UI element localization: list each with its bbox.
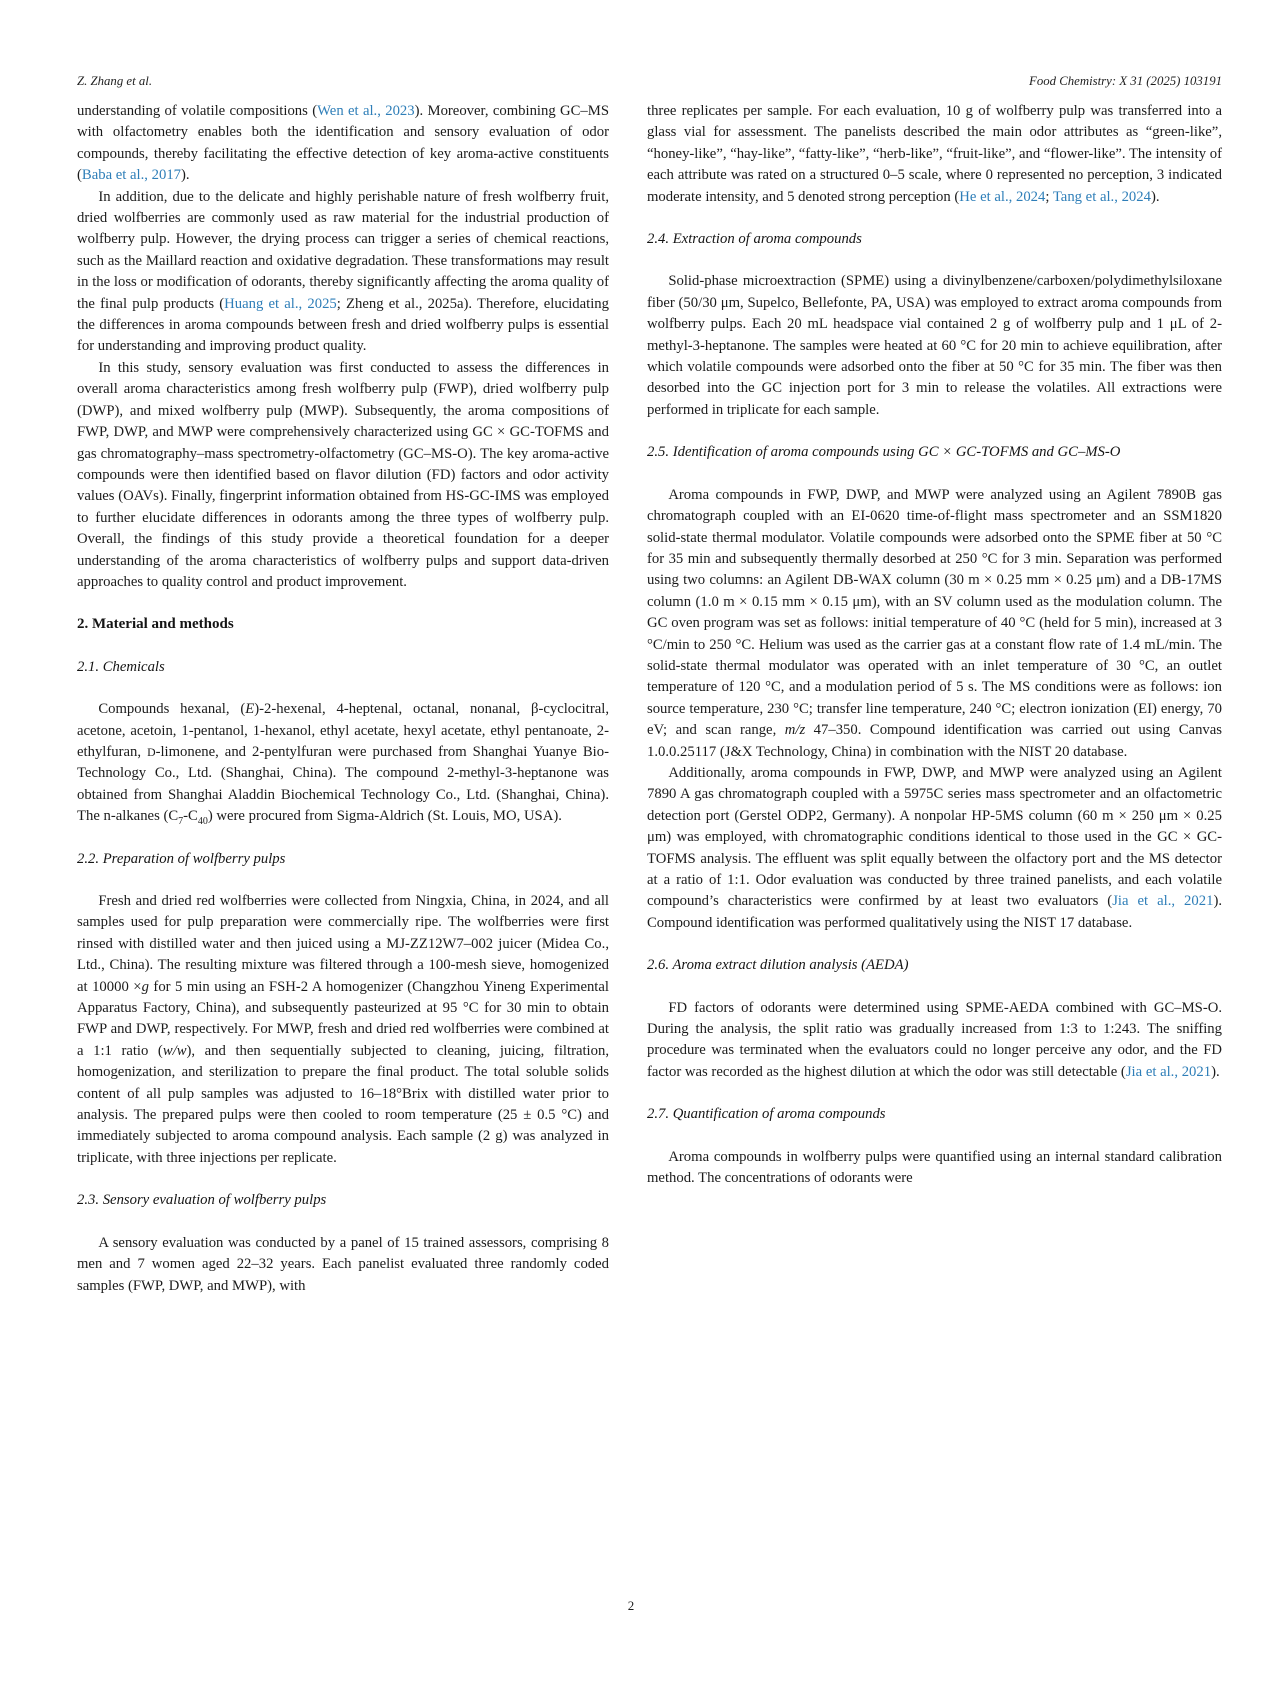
paragraph xyxy=(77,1233,609,1297)
two-column-body xyxy=(77,101,1222,1297)
subsection-heading: 2.3. Sensory evaluation of wolfberry pulps xyxy=(77,1192,327,1209)
paragraph xyxy=(647,998,1222,1084)
section-heading: 2. Material and methods xyxy=(77,616,234,633)
italic-text: g xyxy=(141,978,149,995)
paragraph xyxy=(647,763,1222,934)
text-run: Aroma compounds in FWP, DWP, and MWP were analyzed using an Agilent 7890B gas chromatograph coupled with an EI-0620 time-of-flight mass spectrometer and an SSM1820 solid-state thermal modulator. Volatile compounds were adsorbed onto the SPME fiber at 50 °C for 35 min and subsequently thermally desorbed at 250 °C for 3 min. Separation was performed using two columns: an Agilent DB-WAX column (30 m × 0.25 mm × 0.25 μm) and a DB-17MS column (1.0 m × 0.15 mm × 0.15 μm), with an SV column used as the modulation column. The GC oven program was set as follows: initial temperature of 40 °C (held for 5 min), increased at 3 °C/min to 250 °C. Helium was used as the carrier gas at a constant flow rate of 1.4 mL/min. The solid-state thermal modulator was operated with an inlet temperature of 30 °C, an outlet temperature of 120 °C, and a modulation period of 5 s. The MS conditions were as follows: ion source temperature, 230 °C; transfer line temperature, 240 °C; electron ionization (EI) energy, 70 eV; and scan range, xyxy=(647,486,1222,739)
paragraph xyxy=(77,699,609,827)
citation-link[interactable]: He et al., 2024 xyxy=(959,188,1046,205)
text-run: three replicates per sample. For each evaluation, 10 g of wolfberry pulp was transferred into a glass vial for assessment. The panelists described the main odor attributes as “green-like”, “honey-like”, “hay-like”, “fatty-like”, “herb-like”, “fruit-like”, and “flower-like”. The intensity of each attribute was rated on a structured 0–5 scale, where 0 represented no perception, 3 indicated moderate intensity, and 5 denoted strong perception ( xyxy=(647,103,1222,205)
citation-link[interactable]: Jia et al., 2021 xyxy=(1125,1063,1212,1080)
text-run: Aroma compounds in wolfberry pulps were quantified using an internal standard calibration method. The concentrations of odorants were xyxy=(647,1148,1222,1187)
paragraph xyxy=(77,358,609,593)
text-run: FD factors of odorants were determined using SPME-AEDA combined with GC–MS-O. During the analysis, the split ratio was gradually increased from 1:3 to 1:243. The sniffing procedure was terminated when the evaluators could no longer perceive any odor, and the FD factor was recorded as the highest dilution at which the odor was still detectable ( xyxy=(647,999,1222,1080)
text-run: A sensory evaluation was conducted by a panel of 15 trained assessors, comprising 8 men and 7 women aged 22–32 years. Each panelist evaluated three randomly coded samples (FWP, DWP, and MWP), with xyxy=(77,1234,609,1294)
subscript-text: 7 xyxy=(178,816,184,828)
text-run: understanding of volatile compositions ( xyxy=(77,103,318,119)
column-left xyxy=(77,101,609,1297)
citation-link[interactable]: Baba et al., 2017 xyxy=(81,167,182,184)
page-number: 2 xyxy=(627,1598,635,1613)
text-run: ). xyxy=(181,167,190,184)
citation-link[interactable]: Wen et al., 2023 xyxy=(317,103,415,119)
text-run: In addition, due to the delicate and highly perishable nature of fresh wolfberry fruit, dried wolfberries are commonly used as raw material for the industrial production of wolfberry pulp. However, the drying process can trigger a series of chemical reactions, such as the Maillard reaction and oxidative degradation. These transformations may result in the loss or modification of odorants, thereby significantly affecting the aroma quality of the final pulp products ( xyxy=(77,188,609,312)
text-run: ). xyxy=(1150,188,1160,205)
smallcap-text: D xyxy=(147,745,156,759)
text-run: -C xyxy=(183,808,198,825)
citation-link[interactable]: Tang et al., 2024 xyxy=(1052,188,1151,205)
italic-text: w/w xyxy=(162,1042,187,1059)
italic-text: m/z xyxy=(784,722,806,739)
paragraph xyxy=(77,187,609,358)
text-run: Additionally, aroma compounds in FWP, DWP, and MWP were analyzed using an Agilent 7890 A gas chromatograph coupled with a 5975C series mass spectrometer and an olfactometric detection port (Gerstel ODP2, Germany). A nonpolar HP-5MS column (60 m × 250 μm × 0.25 μm) was employed, with chromatographic conditions identical to those used in the GC × GC-TOFMS analysis. The effluent was split equally between the olfactory port and the MS detector at a ratio of 1:1. Odor evaluation was conducted by three trained panelists, and each volatile compound’s characteristics were confirmed by at least two evaluators ( xyxy=(647,764,1222,910)
italic-text: E xyxy=(245,701,255,718)
running-head xyxy=(77,74,1222,89)
subsection-heading: 2.2. Preparation of wolfberry pulps xyxy=(77,850,286,867)
text-run: Solid-phase microextraction (SPME) using a divinylbenzene/carboxen/polydimethylsiloxane fiber (50/30 μm, Supelco, Bellefonte, PA, USA) was employed to extract aroma compounds from wolfberry pulps. Each 20 mL headspace vial contained 2 g of wolfberry pulp and 1 μL of 2-methyl-3-heptanone. The samples were heated at 60 °C for 20 min to achieve equilibration, after which volatile compounds were adsorbed onto the fiber at 50 °C for 35 min. The fiber was then desorbed into the GC injection port for 3 min to release the volatiles. All extractions were performed in triplicate for each sample. xyxy=(647,273,1222,418)
paragraph xyxy=(77,101,609,187)
subsection-heading: 2.1. Chemicals xyxy=(77,658,165,675)
subsection-heading: 2.4. Extraction of aroma compounds xyxy=(647,231,862,248)
text-run: ), and then sequentially subjected to cleaning, juicing, filtration, homogenization, and sterilization to prepare the final product. The total soluble solids content of all pulp samples was adjusted to 16–18°Brix with distilled water prior to analysis. The prepared pulps were then cooled to room temperature (25 ± 0.5 °C) and immediately subjected to aroma compound analysis. Each sample (2 g) was analyzed in triplicate, with three injections per replicate. xyxy=(77,1042,609,1166)
subsection-heading: 2.6. Aroma extract dilution analysis (AEDA) xyxy=(647,957,909,974)
text-run: )-2-hexenal, 4-heptenal, octanal, nonanal, β-cyclocitral, acetone, acetoin, 1-pentanol, 1-hexanol, ethyl acetate, hexyl acetate, ethyl pentanoate, 2-ethylfuran, xyxy=(77,701,609,760)
text-run: ). xyxy=(1211,1063,1220,1080)
citation-link[interactable]: Huang et al., 2025 xyxy=(224,295,337,312)
text-run: for 5 min using an FSH-2 A homogenizer (Changzhou Yineng Experimental Apparatus Factory, China), and subsequently pasteurized at 95 °C for 30 min to obtain FWP and DWP, respectively. For MWP, fresh and dried red wolfberries were combined at a 1:1 ratio ( xyxy=(77,978,609,1059)
text-run: ). Compound identification was performed qualitatively using the NIST 17 database. xyxy=(647,893,1223,931)
subscript-text: 40 xyxy=(197,816,208,828)
text-run: Compounds hexanal, ( xyxy=(98,701,246,718)
text-run: 47–350. Compound identification was carried out using Canvas 1.0.0.25117 (J&X Technology, China) in combination with the NIST 20 database. xyxy=(647,722,1222,760)
subsection-heading: 2.7. Quantification of aroma compounds xyxy=(647,1106,886,1123)
text-run: Fresh and dried red wolfberries were collected from Ningxia, China, in 2024, and all samples used for pulp preparation were commercially ripe. The wolfberries were first rinsed with distilled water and then juiced using a MJ-ZZ12W7–002 juicer (Midea Co., Ltd., China). The resulting mixture was filtered through a 100-mesh sieve, homogenized at 10000 × xyxy=(77,893,609,995)
paragraph xyxy=(647,485,1222,763)
column-right xyxy=(647,101,1222,1297)
text-run: -limonene, and 2-pentylfuran were purchased from Shanghai Yuanye Bio-Technology Co., Ltd. (Shanghai, China). The compound 2-methyl-3-heptanone was obtained from Shanghai Aladdin Biochemical Technology Co., Ltd. (Shanghai, China). The n-alkanes (C xyxy=(77,743,610,825)
paragraph xyxy=(77,891,609,1169)
running-head-journal: Food Chemistry: X 31 (2025) 103191 xyxy=(1029,74,1222,88)
subsection-heading: 2.5. Identification of aroma compounds using GC × GC-TOFMS and GC–MS-O xyxy=(647,444,1121,461)
running-head-authors: Z. Zhang et al. xyxy=(77,74,153,88)
paragraph xyxy=(647,1147,1222,1190)
citation-link[interactable]: Jia et al., 2021 xyxy=(1112,893,1214,910)
paragraph xyxy=(647,101,1222,208)
text-run: In this study, sensory evaluation was first conducted to assess the differences in overall aroma characteristics among fresh wolfberry pulp (FWP), dried wolfberry pulp (DWP), and mixed wolfberry pulp (MWP). Subsequently, the aroma compositions of FWP, DWP, and MWP were comprehensively characterized using GC × GC-TOFMS and gas chromatography–mass spectrometry-olfactometry (GC–MS-O). The key aroma-active compounds were then identified based on flavor dilution (FD) factors and odor activity values (OAVs). Finally, fingerprint information obtained from HS-GC-IMS was employed to further elucidate differences in odorants among the three types of wolfberry pulp. Overall, the findings of this study provide a theoretical foundation for a deeper understanding of the aroma characteristics of wolfberry pulps and support data-driven approaches to quality control and product improvement. xyxy=(77,359,609,590)
text-run: ) were procured from Sigma-Aldrich (St. Louis, MO, USA). xyxy=(207,808,562,825)
text-run: ; xyxy=(1045,188,1053,205)
text-run: ). Moreover, combining GC–MS with olfactometry enables both the identification and sensory evaluation of odor compounds, thereby facilitating the effective detection of key aroma-active constituents ( xyxy=(77,103,609,184)
paragraph xyxy=(647,271,1222,421)
text-run: ; Zheng et al., 2025a). Therefore, elucidating the differences in aroma compounds between fresh and dried wolfberry pulps is essential for understanding and improving product quality. xyxy=(77,295,609,355)
